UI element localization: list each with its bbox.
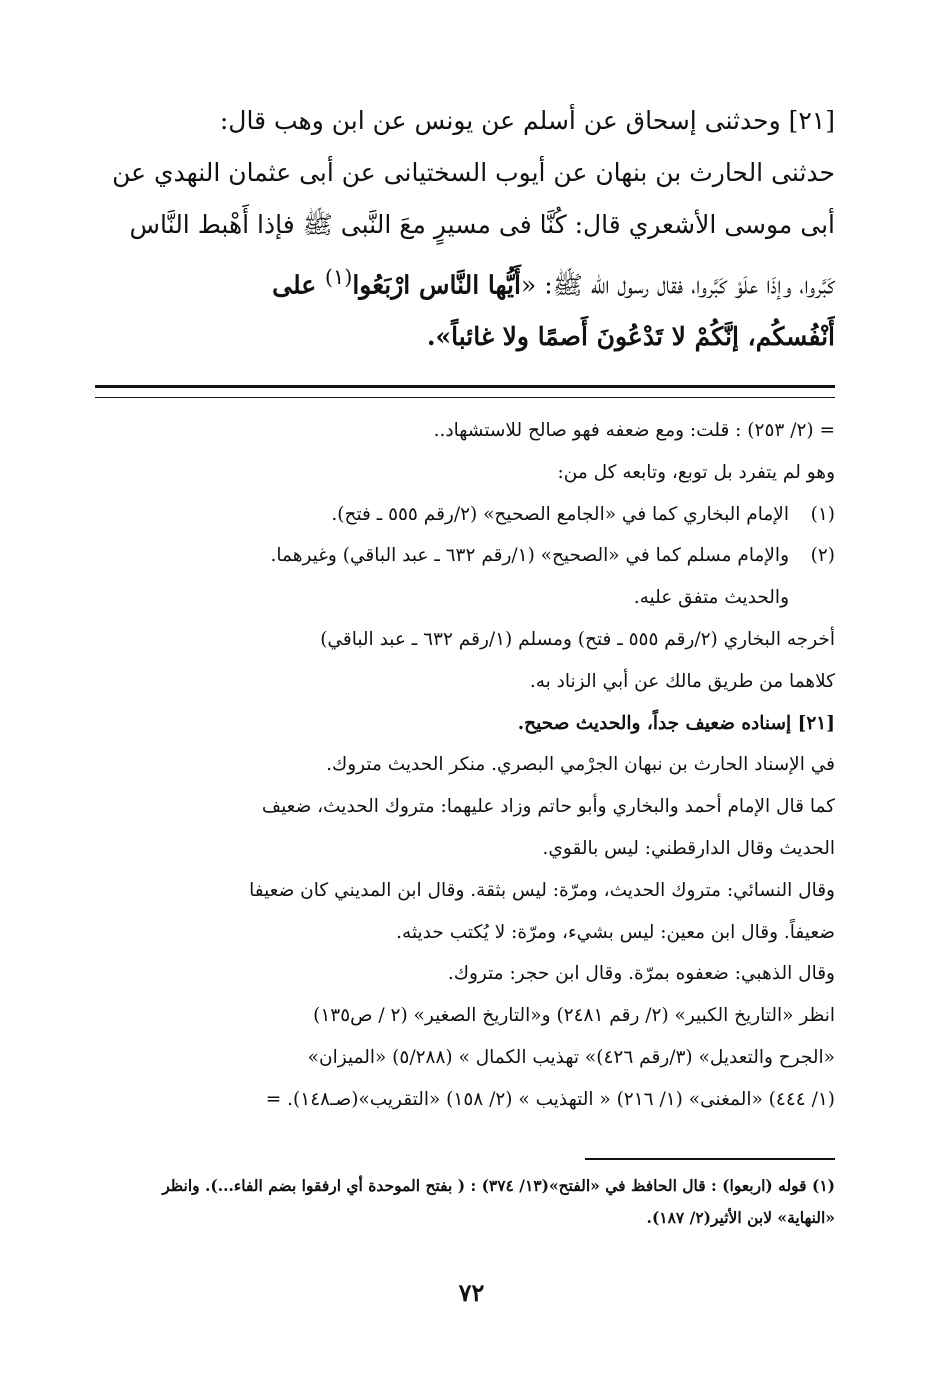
main-hadith-text	[95, 95, 835, 363]
note-line	[95, 703, 835, 745]
note-line	[95, 870, 835, 912]
note-text: [٢١] إسناده ضعيف جداً، والحديث صحيح.	[517, 712, 835, 734]
hadith-paragraph	[95, 95, 835, 363]
note-line	[95, 828, 835, 870]
double-divider	[95, 385, 835, 398]
footnote-divider	[585, 1158, 835, 1160]
hadith-line-1: [٢١] وحدثنى إسحاق عن أسلم عن يونس عن ابن وهب قال:	[219, 106, 835, 135]
note-number: (١)	[810, 503, 835, 525]
note-line	[95, 577, 835, 619]
note-text: وقال النسائي: متروك الحديث، ومرّة: ليس بثقة. وقال ابن المديني كان ضعيفا	[249, 879, 835, 901]
hadith-line-3: أبى موسى الأشعري قال: كُنَّا فى مسيرٍ معَ النَّبى ﷺ فإذا أَهْبط النَّاس	[129, 210, 835, 239]
note-text: كما قال الإمام أحمد والبخاري وأبو حاتم وزاد عليهما: متروك الحديث، ضعيف	[261, 796, 835, 818]
note-line	[95, 661, 835, 703]
note-line	[95, 1079, 835, 1121]
note-text: = (٢/ ٢٥٣) : قلت: ومع ضعفه فهو صالح للاستشهاد..	[433, 420, 835, 441]
note-text: أخرجه البخاري (٢/رقم ٥٥٥ ـ فتح) ومسلم (١/رقم ٦٣٢ ـ عبد الباقي)	[320, 628, 835, 650]
hadith-line-4	[95, 251, 835, 311]
note-line	[95, 494, 835, 536]
note-text: «الجرح والتعديل» (٣/رقم ٤٢٦)» تهذيب الكمال » (٥/٢٨٨) «الميزان»	[307, 1046, 835, 1068]
note-number: (٢)	[810, 545, 835, 567]
footnote-line-2: «النهاية» لابن الأثير(٢/ ١٨٧).	[646, 1208, 835, 1227]
note-line	[95, 786, 835, 828]
footnote-marker: (١)	[324, 265, 353, 289]
commentary-notes	[95, 410, 835, 1121]
note-line	[95, 452, 835, 494]
note-text: ضعيفاً. وقال ابن معين: ليس بشيء، ومرّة: لا يُكتب حديثه.	[396, 921, 835, 943]
note-line	[95, 410, 835, 452]
note-line	[95, 912, 835, 954]
note-text: انظر «التاريخ الكبير» (٢/ رقم ٢٤٨١) و«التاريخ الصغير» (٢ / ص١٣٥)	[313, 1005, 835, 1027]
note-text: كلاهما من طريق مالك عن أبي الزناد به.	[529, 670, 835, 692]
note-text: الحديث وقال الدارقطني: ليس بالقوي.	[542, 837, 835, 859]
note-text: (١/ ٤٤٤) «المغنى» (١/ ٢١٦) « التهذيب » (٢/ ١٥٨) «التقريب»(صـ١٤٨). =	[265, 1088, 835, 1110]
note-text: والحديث متفق عليه.	[633, 587, 789, 609]
hadith-line-2: حدثنى الحارث بن بنهان عن أيوب السختيانى عن أبى عثمان النهدي عن	[112, 158, 835, 187]
hadith-line-4-plain: كَبَّروا، وإذَا علَوْ كَبَّروا، فقال رسول اللّه ﷺ: «	[520, 270, 835, 300]
note-line	[95, 1037, 835, 1079]
page-number: ٧٢	[458, 1278, 485, 1307]
note-line	[95, 619, 835, 661]
hadith-line-5: أَنْفُسكُم، إنَّكُمْ لا تَدْعُونَ أَصمًا ولا غائباً».	[426, 322, 835, 352]
note-text: والإمام مسلم كما في «الصحيح» (١/رقم ٦٣٢ ـ عبد الباقي) وغيرهما.	[270, 545, 789, 567]
note-text: وهو لم يتفرد بل توبع، وتابعه كل من:	[557, 461, 835, 483]
footnote-line-1: (١) قوله (اربعوا) : قال الحافظ في «الفتح»(١٣/ ٣٧٤) : ( بفتح الموحدة أي ارفقوا بضم الفاء...). وانظر	[162, 1176, 835, 1195]
note-line	[95, 995, 835, 1037]
footnote	[95, 1170, 835, 1234]
hadith-line-4-end: على	[272, 270, 325, 300]
note-text: وقال الذهبي: ضعفوه بمرّة. وقال ابن حجر: متروك.	[447, 963, 835, 985]
note-line	[95, 744, 835, 786]
note-text: في الإسناد الحارث بن نبهان الجرْمي البصري. منكر الحديث متروك.	[326, 754, 835, 776]
note-line	[95, 535, 835, 577]
hadith-quote-bold: أَيُّها النَّاس ارْبَعُوا	[352, 270, 521, 300]
note-text: الإمام البخاري كما في «الجامع الصحيح» (٢/رقم ٥٥٥ ـ فتح).	[331, 503, 789, 525]
note-line	[95, 953, 835, 995]
